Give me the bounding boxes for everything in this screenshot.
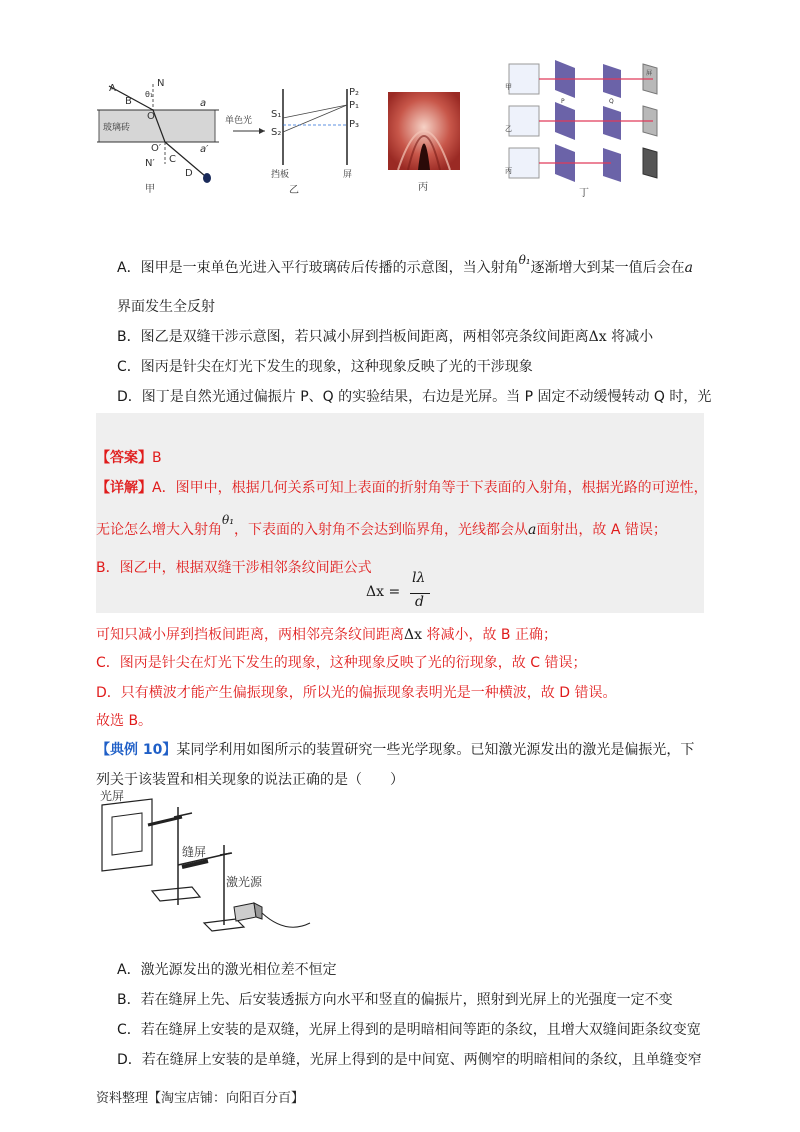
- detail-c: C．图丙是针尖在灯光下发生的现象，这种现象反映了光的衍现象，故 C 错误；: [96, 655, 587, 671]
- needle-shadow-image: [388, 92, 460, 170]
- label-laser-source: 激光源: [226, 875, 263, 889]
- label-aprime: a′: [200, 144, 209, 155]
- label-A: A: [109, 83, 116, 94]
- caption-jia: 甲: [145, 184, 155, 195]
- label-C: C: [169, 154, 176, 165]
- label-theta1: θ₁: [145, 90, 154, 99]
- label-D: D: [185, 168, 193, 179]
- label-light: 单色光: [225, 116, 253, 126]
- label-Nprime: N′: [145, 158, 155, 169]
- conclusion: 故选 B。: [96, 713, 153, 729]
- ding-row-bing: 丙: [505, 167, 512, 175]
- q10-stem-line1: 【典例 10】某同学利用如图所示的装置研究一些光学现象。已知激光源发出的激光是偏振光，下: [96, 742, 695, 758]
- label-slit-screen: 缝屏: [182, 845, 207, 859]
- label-N: N: [157, 78, 165, 89]
- label-S2: S₂: [271, 127, 282, 138]
- detail-a-line1: 【详解】A．图甲中，根据几何关系可知上表面的折射角等于下表面的入射角，根据光路的可逆性，: [96, 480, 708, 496]
- q9-option-a-line2: 界面发生全反射: [117, 299, 215, 315]
- label-P1: P₁: [349, 100, 360, 111]
- polarizer-diagram: [503, 60, 665, 188]
- ding-row-yi: 乙: [505, 125, 512, 133]
- q10-stem-line2: 列关于该装置和相关现象的说法正确的是（ ）: [96, 772, 404, 788]
- q9-option-d-line1: D．图丁是自然光通过偏振片 P、Q 的实验结果，右边是光屏。当 P 固定不动缓慢转动 Q 时，光: [117, 389, 712, 405]
- label-baffle: 挡板: [271, 170, 290, 180]
- detail-d: D．只有横波才能产生偏振现象，所以光的偏振现象表明光是一种横波，故 D 错误。: [96, 685, 617, 701]
- label-B: B: [125, 96, 132, 107]
- q10-tag: 【典例 10】: [96, 742, 177, 758]
- label-Oprime: O′: [151, 143, 162, 154]
- ding-row-jia: 甲: [505, 83, 512, 91]
- q9-option-c: C．图丙是针尖在灯光下发生的现象，这种现象反映了光的干涉现象: [117, 359, 533, 375]
- q9-option-b: B．图乙是双缝干涉示意图，若只减小屏到挡板间距离，两相邻亮条纹间距离Δx 将减小: [117, 329, 654, 345]
- figure-bing: [388, 92, 460, 192]
- label-glass: 玻璃砖: [103, 123, 131, 133]
- q10-option-d: D．若在缝屏上安装的是单缝，光屏上得到的是中间宽、两侧窄的明暗相间的条纹，且单缝变窄: [117, 1052, 702, 1068]
- ding-label-screen: 屏: [646, 70, 653, 77]
- q10-option-c: C．若在缝屏上安装的是双缝，光屏上得到的是明暗相间等距的条纹，且增大双缝间距条纹变宽: [117, 1022, 701, 1038]
- q10-option-a: A．激光源发出的激光相位差不恒定: [117, 962, 337, 978]
- answer-box: [96, 413, 704, 613]
- caption-bing: 丙: [418, 182, 428, 193]
- detail-a-line2: 无论怎么增大入射角θ₁，下表面的入射角不会达到临界角，光线都会从a面射出，故 A 错误；: [96, 513, 667, 538]
- detail-b-line1: B．图乙中，根据双缝干涉相邻条纹间距公式: [96, 560, 372, 576]
- formula-left: Δx =: [366, 584, 401, 600]
- answer-line: 【答案】B: [96, 450, 162, 466]
- figure-q10-apparatus: [96, 789, 316, 945]
- label-P3: P₃: [349, 119, 360, 130]
- apparatus-drawing: [96, 795, 316, 945]
- figure-jia-diagram: [95, 78, 230, 193]
- footer: 资料整理【淘宝店铺：向阳百分百】: [96, 1091, 305, 1106]
- label-P2: P₂: [349, 87, 360, 98]
- label-S1: S₁: [271, 109, 282, 120]
- figure-ding: [503, 60, 665, 199]
- caption-ding: 丁: [579, 188, 589, 199]
- caption-yi: 乙: [289, 185, 299, 196]
- formula-denominator: d: [415, 594, 424, 610]
- label-a: a: [200, 98, 207, 109]
- figure-jia: [95, 78, 230, 193]
- detail-b-line2: 可知只减小屏到挡板间距离，两相邻亮条纹间距离Δx 将减小，故 B 正确；: [96, 627, 557, 643]
- q9-option-a-line1: A．图甲是一束单色光进入平行玻璃砖后传播的示意图，当入射角θ₁逐渐增大到某一值后会在a: [117, 253, 693, 276]
- ding-label-Q: Q: [609, 98, 614, 105]
- q10-option-b: B．若在缝屏上先、后安装透振方向水平和竖直的偏振片，照射到光屏上的光强度一定不变: [117, 992, 673, 1008]
- label-O: O: [147, 111, 155, 122]
- formula-numerator: lλ: [412, 570, 426, 586]
- ding-label-P: P: [561, 98, 565, 105]
- label-light-screen: 光屏: [100, 789, 125, 803]
- figure-yi: [225, 85, 365, 196]
- label-screen: 屏: [343, 170, 353, 180]
